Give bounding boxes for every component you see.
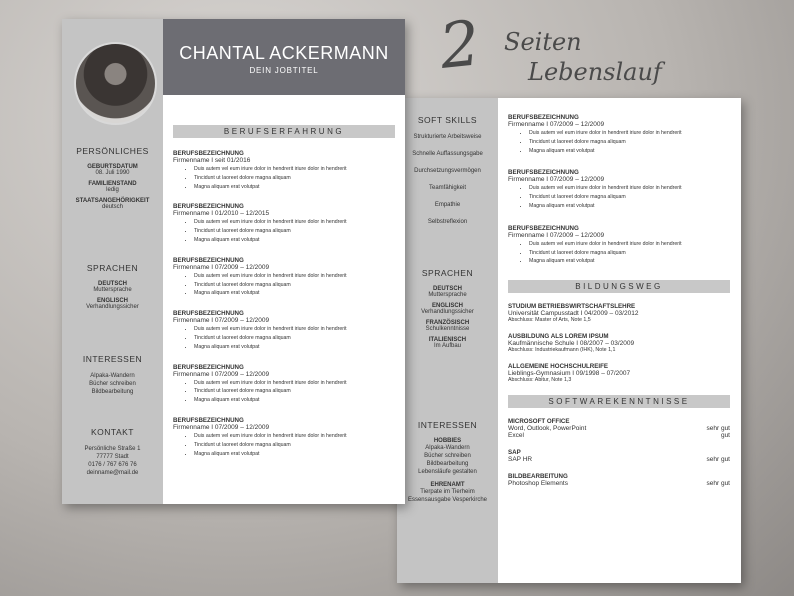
- interests-title: INTERESSEN: [82, 354, 143, 364]
- education-note: Abschluss: Master of Arts, Note 1,5: [508, 317, 591, 324]
- resume-page-2: [397, 98, 741, 583]
- info-value: Im Aufbau: [433, 343, 462, 349]
- job-entry-bullets: [508, 129, 730, 155]
- job-entry-company: Firmenname I seit 01/2016: [173, 157, 251, 164]
- interest-item: Tierpate im Tierheim: [420, 489, 475, 495]
- job-bullet: • Magna aliquam erat volutpat: [194, 396, 395, 405]
- job-entry-bullets: [173, 272, 395, 298]
- soft-skill-item: Teamfähigkeit: [428, 185, 467, 191]
- soft-skills-list: [397, 133, 498, 226]
- text-line: 77777 Stadt: [96, 454, 129, 460]
- education-title: AUSBILDUNG ALS LOREM IPSUM: [508, 333, 609, 341]
- info-value: ledig: [106, 187, 119, 193]
- job-entry-title: BERUFSBEZEICHNUNG: [508, 224, 579, 232]
- promo-headline: [436, 6, 740, 88]
- software-name: Excel: [508, 432, 524, 440]
- contact-list: [62, 445, 163, 477]
- p2-job-list: [508, 114, 730, 266]
- info-value: Verhandlungssicher: [421, 309, 474, 315]
- education-title: STUDIUM BETRIEBSWIRTSCHAFTSLEHRE: [508, 303, 636, 311]
- info-label: FRANZÖSISCH: [425, 320, 470, 326]
- interest-item: Essensausgabe Vesperkirche: [407, 497, 488, 503]
- job-bullet: • Magna aliquam erat volutpat: [529, 202, 730, 211]
- languages-section: [62, 263, 163, 315]
- job-entry-company: Firmenname I 07/2009 – 12/2009: [508, 121, 605, 128]
- job-bullet: • Magna aliquam erat volutpat: [194, 183, 395, 192]
- info-value: Verhandlungssicher: [86, 304, 139, 310]
- job-entry: [173, 310, 395, 351]
- job-bullet: • Tincidunt ut laoreet dolore magna aliquam: [529, 138, 730, 147]
- job-entry: [508, 225, 730, 266]
- page2-main: [508, 114, 730, 487]
- info-value: Schulkenntnisse: [425, 326, 470, 332]
- job-bullet: • Duis autem vel eum iriure dolor in hendrerit iriure dolor in hendrerit: [194, 325, 395, 334]
- job-bullet: • Magna aliquam erat volutpat: [194, 343, 395, 352]
- education-title: BILDUNGSWEG: [508, 280, 730, 293]
- software-row: [508, 432, 730, 439]
- job-entry-bullets: [173, 218, 395, 244]
- job-bullet: • Duis autem vel eum iriure dolor in hendrerit iriure dolor in hendrerit: [529, 240, 730, 249]
- software-row: [508, 480, 730, 487]
- job-bullet: • Magna aliquam erat volutpat: [194, 450, 395, 459]
- job-bullet: • Tincidunt ut laoreet dolore magna aliquam: [194, 227, 395, 236]
- soft-skill-item: Selbstreflexion: [427, 219, 468, 225]
- job-entry: [173, 257, 395, 298]
- interest-item: Bücher schreiben: [424, 453, 471, 459]
- interests-list: [62, 372, 163, 396]
- job-entry-title: BERUFSBEZEICHNUNG: [173, 310, 244, 318]
- job-entry-title: BERUFSBEZEICHNUNG: [173, 203, 244, 211]
- education-entry: [508, 303, 730, 323]
- job-entry-title: BERUFSBEZEICHNUNG: [508, 169, 579, 177]
- job-bullet: • Tincidunt ut laoreet dolore magna aliquam: [194, 281, 395, 290]
- job-list: [173, 150, 395, 458]
- headline-number: 2: [436, 6, 484, 83]
- job-entry: [508, 114, 730, 155]
- job-bullet: • Magna aliquam erat volutpat: [529, 147, 730, 156]
- software-group-title: BILDBEARBEITUNG: [508, 473, 568, 481]
- info-value: Muttersprache: [428, 292, 467, 298]
- education-note: Abschluss: Industriekaufmann (IHK), Note 1,1: [508, 347, 616, 354]
- interest-group-label: HOBBIES: [433, 438, 462, 444]
- p2-languages-list: [397, 286, 498, 349]
- experience-title: BERUFSERFAHRUNG: [173, 125, 395, 138]
- p2-interests-section: [397, 420, 498, 510]
- job-bullet: • Tincidunt ut laoreet dolore magna aliquam: [194, 174, 395, 183]
- text-line: Persönliche Straße 1: [84, 446, 141, 452]
- info-value: Muttersprache: [93, 287, 132, 293]
- job-entry-bullets: [173, 432, 395, 458]
- software-level: sehr gut: [706, 480, 730, 488]
- info-label: ITALIENISCH: [428, 337, 467, 343]
- languages-list: [62, 281, 163, 310]
- education-detail: Universität Campusstadt I 04/2009 – 03/2012: [508, 310, 639, 318]
- headline-line-1: Seiten: [504, 28, 582, 56]
- job-bullet: • Duis autem vel eum iriure dolor in hendrerit iriure dolor in hendrerit: [194, 272, 395, 281]
- education-detail: Kaufmännische Schule I 08/2007 – 03/2009: [508, 340, 635, 348]
- education-detail: Lieblings-Gymnasium I 09/1998 – 07/2007: [508, 370, 631, 378]
- software-level: sehr gut: [706, 425, 730, 433]
- job-bullet: • Magna aliquam erat volutpat: [529, 257, 730, 266]
- languages-title: SPRACHEN: [86, 263, 139, 273]
- job-entry-bullets: [508, 240, 730, 266]
- interest-group-label: EHRENAMT: [430, 482, 465, 488]
- interests-section: [62, 354, 163, 396]
- software-level: sehr gut: [706, 456, 730, 464]
- job-bullet: • Tincidunt ut laoreet dolore magna aliquam: [194, 387, 395, 396]
- text-line: Bildbearbeitung: [91, 389, 134, 395]
- job-entry-title: BERUFSBEZEICHNUNG: [173, 256, 244, 264]
- soft-skill-item: Empathie: [434, 202, 461, 208]
- info-label: DEUTSCH: [97, 281, 127, 287]
- software-list: [508, 418, 730, 487]
- software-group-title: SAP: [508, 449, 521, 457]
- text-line: Alpaka-Wandern: [90, 373, 135, 379]
- education-title: ALLGEMEINE HOCHSCHULREIFE: [508, 363, 609, 371]
- software-row: [508, 425, 730, 432]
- spacer: [397, 504, 498, 510]
- education-entry: [508, 333, 730, 353]
- job-entry-company: Firmenname I 01/2010 – 12/2015: [173, 210, 270, 218]
- personal-title: PERSÖNLICHES: [76, 146, 149, 156]
- personal-list: [62, 164, 163, 210]
- info-label: DEUTSCH: [432, 286, 462, 292]
- p2-interests-title: INTERESSEN: [417, 420, 478, 430]
- info-value: deutsch: [101, 204, 123, 210]
- software-name: SAP HR: [508, 456, 533, 464]
- software-title: SOFTWAREKENNTNISSE: [508, 395, 730, 408]
- job-title: DEIN JOBTITEL: [249, 66, 319, 75]
- soft-skill-item: Schnelle Auffassungsgabe: [412, 151, 483, 157]
- experience-section: [173, 125, 395, 458]
- job-bullet: • Duis autem vel eum iriure dolor in hendrerit iriure dolor in hendrerit: [194, 165, 395, 174]
- job-bullet: • Magna aliquam erat volutpat: [194, 289, 395, 298]
- job-entry: [173, 417, 395, 458]
- info-value: 08. Juli 1990: [95, 170, 130, 176]
- job-bullet: • Duis autem vel eum iriure dolor in hendrerit iriure dolor in hendrerit: [194, 379, 395, 388]
- software-group: [508, 449, 730, 463]
- job-entry-bullets: [173, 165, 395, 191]
- job-entry-bullets: [173, 325, 395, 351]
- job-entry-company: Firmenname I 07/2009 – 12/2009: [173, 317, 270, 325]
- job-bullet: • Duis autem vel eum iriure dolor in hendrerit iriure dolor in hendrerit: [529, 184, 730, 193]
- contact-section: [62, 427, 163, 477]
- soft-skills-title: SOFT SKILLS: [417, 115, 478, 125]
- software-row: [508, 456, 730, 463]
- info-label: ENGLISCH: [96, 298, 128, 304]
- job-entry-company: Firmenname I 07/2009 – 12/2009: [173, 370, 270, 378]
- software-group: [508, 418, 730, 439]
- job-bullet: • Duis autem vel eum iriure dolor in hendrerit iriure dolor in hendrerit: [194, 432, 395, 441]
- education-note: Abschluss: Abitur, Note 1,3: [508, 377, 572, 384]
- resume-header: [163, 19, 405, 95]
- job-bullet: • Tincidunt ut laoreet dolore magna aliquam: [529, 193, 730, 202]
- soft-skill-item: Strukturierte Arbeitsweise: [413, 134, 482, 140]
- job-entry-company: Firmenname I 07/2009 – 12/2009: [508, 176, 605, 184]
- text-line: Bücher schreiben: [89, 381, 136, 387]
- contact-title: KONTAKT: [90, 427, 134, 437]
- profile-photo: [74, 42, 157, 125]
- interest-item: Alpaka-Wandern: [425, 445, 470, 451]
- job-entry: [173, 364, 395, 405]
- job-bullet: • Tincidunt ut laoreet dolore magna aliquam: [529, 249, 730, 258]
- soft-skills-section: [397, 115, 498, 235]
- job-bullet: • Tincidunt ut laoreet dolore magna aliquam: [194, 441, 395, 450]
- job-entry-company: Firmenname I 07/2009 – 12/2009: [173, 263, 270, 271]
- job-entry: [508, 169, 730, 210]
- job-entry-title: BERUFSBEZEICHNUNG: [173, 363, 244, 371]
- job-entry-title: BERUFSBEZEICHNUNG: [508, 114, 579, 121]
- resume-page-1: [62, 19, 405, 504]
- job-bullet: • Tincidunt ut laoreet dolore magna aliquam: [194, 334, 395, 343]
- p2-languages-title: SPRACHEN: [421, 268, 474, 278]
- job-entry-bullets: [508, 184, 730, 210]
- software-group: [508, 473, 730, 487]
- job-entry-company: Firmenname I 07/2009 – 12/2009: [508, 231, 605, 239]
- job-bullet: • Magna aliquam erat volutpat: [194, 236, 395, 245]
- software-group-title: MICROSOFT OFFICE: [508, 418, 570, 426]
- job-entry-title: BERUFSBEZEICHNUNG: [173, 150, 244, 157]
- info-label: STAATSANGEHÖRIGKEIT: [75, 198, 150, 204]
- text-line: deinname@mail.de: [86, 470, 139, 476]
- text-line: 0176 / 767 676 76: [88, 462, 137, 468]
- job-entry: [173, 150, 395, 191]
- job-entry-company: Firmenname I 07/2009 – 12/2009: [173, 423, 270, 431]
- software-name: Photoshop Elements: [508, 480, 568, 488]
- job-bullet: • Duis autem vel eum iriure dolor in hendrerit iriure dolor in hendrerit: [194, 218, 395, 227]
- job-entry-title: BERUFSBEZEICHNUNG: [173, 416, 244, 424]
- job-entry: [173, 203, 395, 244]
- education-list: [508, 303, 730, 383]
- headline-line-2: Lebenslauf: [528, 58, 662, 86]
- job-entry-bullets: [173, 379, 395, 405]
- personal-section: [62, 146, 163, 215]
- software-name: Word, Outlook, PowerPoint: [508, 425, 587, 433]
- candidate-name: CHANTAL ACKERMANN: [179, 43, 389, 63]
- job-bullet: • Duis autem vel eum iriure dolor in hendrerit iriure dolor in hendrerit: [529, 129, 730, 138]
- interest-item: Bildbearbeitung: [426, 461, 469, 467]
- education-entry: [508, 363, 730, 383]
- interest-item: Lebensläufe gestalten: [418, 469, 477, 475]
- software-level: gut: [720, 432, 730, 440]
- info-label: ENGLISCH: [431, 303, 463, 309]
- info-label: GEBURTSDATUM: [87, 164, 138, 170]
- p2-languages-section: [397, 268, 498, 354]
- soft-skill-item: Durchsetzungsvermögen: [414, 168, 481, 174]
- p2-interests-list: [397, 438, 498, 510]
- info-label: FAMILIENSTAND: [88, 181, 137, 187]
